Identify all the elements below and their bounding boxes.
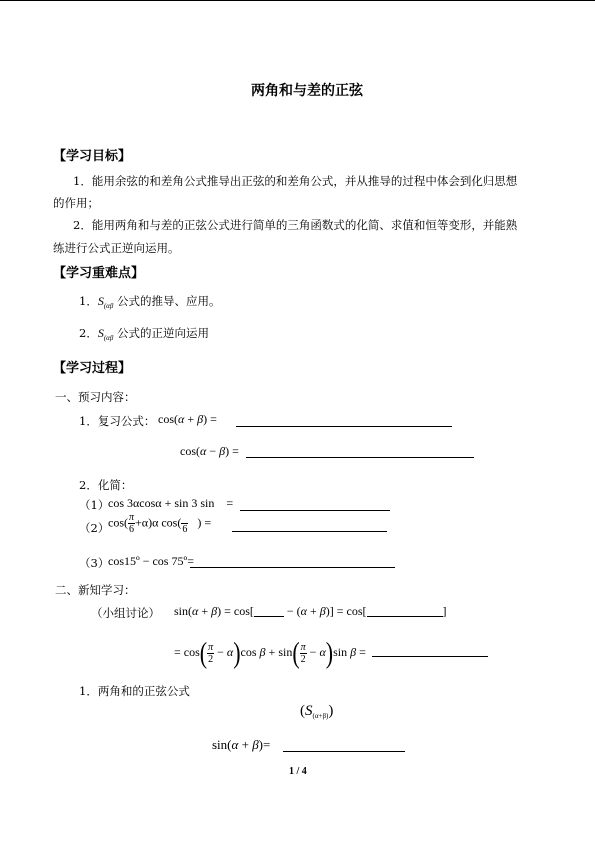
formula-cos-diff: cos(α − β) = — [180, 444, 239, 458]
formula-symbol-s-cos: $S_{(\alpha\beta}$ — [97, 326, 114, 342]
key-item-2-number: 2． — [79, 326, 98, 340]
part-1-title: 一、预习内容： — [55, 390, 136, 404]
fraction-blank-over-6: 6 — [181, 512, 188, 535]
formula-cos-sum: cos(α + β) = — [158, 412, 217, 426]
formula-cos-expansion: = cos( $\frac{\pi}{2}$ − α)cos β + sin( $\frac{\pi}{2}$ − α)sin β = — [174, 635, 366, 670]
formula-symbol-s-cos: $S_{(\alpha\beta}$ — [97, 294, 114, 310]
key-item-1-number: 1． — [79, 294, 98, 308]
simplify-3-expr: cos15º − cos 75º= — [108, 554, 194, 568]
answer-blank-sin-sum[interactable] — [283, 751, 405, 752]
answer-blank-simplify-3[interactable] — [190, 567, 395, 568]
sum-formula-label: 1．两角和的正弦公式 — [79, 684, 190, 698]
review-label: 1．复习公式： — [79, 414, 156, 428]
key-item-1-text: 公式的推导、应用。 — [116, 294, 221, 308]
simplify-3-label: （3） — [79, 556, 110, 570]
fraction-pi-over-6: $\frac{\pi}{6}$ — [129, 512, 135, 535]
key-item-2-text: 公式的正逆向运用 — [116, 326, 209, 340]
goal-item-2-line-1: 2．能用两角和与差的正弦公式进行简单的三角函数式的化简、求值和恒等变形，并能熟 — [73, 218, 518, 232]
part-2-title: 二、新知学习： — [55, 583, 136, 597]
formula-sin-sum-derivation: sin(α + β) = cos[ − (α + β)] = cos[ ] — [174, 604, 447, 618]
goals-heading: 【学习目标】 — [53, 149, 132, 164]
goal-item-1-line-1: 1．能用余弦的和差角公式推导出正弦的和差角公式，并从推导的过程中体会到化归思想 — [73, 174, 518, 188]
simplify-label: 2．化简： — [79, 478, 133, 492]
inline-blank[interactable] — [254, 606, 284, 617]
fraction-pi-over-2: $\frac{\pi}{2}$ — [300, 641, 306, 665]
key-item-1 — [79, 293, 220, 314]
answer-blank-cos-diff[interactable] — [246, 457, 474, 458]
inline-blank-2[interactable] — [367, 606, 443, 617]
process-heading: 【学习过程】 — [53, 361, 132, 376]
formula-sin-sum: sin(α + β)= — [212, 737, 271, 752]
key-points-heading: 【学习重难点】 — [53, 266, 145, 281]
page-title: 两角和与差的正弦 — [251, 83, 363, 99]
discussion-label: （小组讨论） — [91, 606, 160, 620]
page-number: 1 / 4 — [289, 766, 307, 777]
simplify-2-label: （2） — [79, 521, 110, 535]
key-item-2 — [79, 325, 209, 346]
goal-item-2-line-2: 练进行公式正逆向运用。 — [53, 241, 180, 255]
answer-blank-cos-sum[interactable] — [236, 426, 452, 427]
simplify-2-expr: cos( $\frac{\pi}{6}$ +α)α cos( 6 ) = — [108, 512, 212, 535]
answer-blank-simplify-1[interactable] — [240, 510, 390, 511]
top-border-line — [0, 0, 595, 1]
answer-blank-sin-sum-derivation[interactable] — [372, 656, 488, 657]
simplify-1-label: （1） — [79, 498, 110, 512]
answer-blank-simplify-2[interactable] — [232, 531, 387, 532]
fraction-pi-over-2: $\frac{\pi}{2}$ — [208, 641, 214, 665]
goal-item-1-line-2: 的作用； — [53, 196, 99, 210]
simplify-1-expr: cos 3αcosα + sin 3 sin = — [108, 496, 234, 510]
formula-symbol-s-sum: $(S_{(\alpha+\beta)})$ — [300, 703, 334, 720]
